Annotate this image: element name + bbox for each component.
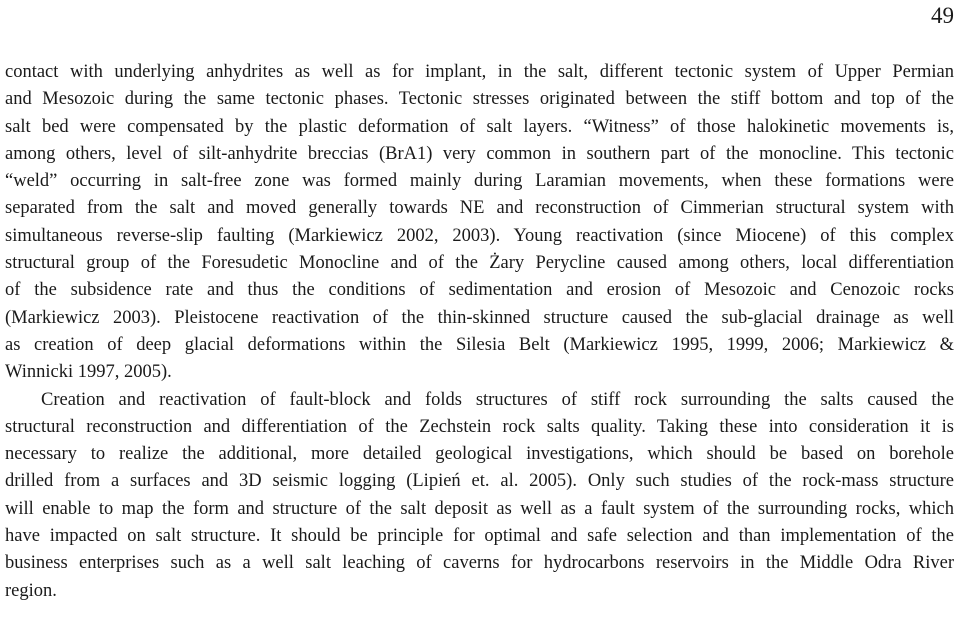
paragraph-1 xyxy=(5,59,954,387)
text-line: business enterprises such as a well salt leaching of caverns for hydrocarbons reservoirs in the Middle Odra River xyxy=(5,553,954,574)
page-number: 49 xyxy=(931,3,954,28)
text-line: simultaneous reverse-slip faulting (Markiewicz 2002, 2003). Young reactivation (since Miocene) of this complex xyxy=(5,225,954,246)
text-line: among others, level of silt-anhydrite breccias (BrA1) very common in southern part of the monocline. This tectonic xyxy=(5,143,954,164)
text-line: structural reconstruction and differentiation of the Zechstein rock salts quality. Taking these into consideration it is xyxy=(5,416,954,437)
text-line: drilled from a surfaces and 3D seismic logging (Lipień et. al. 2005). Only such studies of the rock-mass structure xyxy=(5,471,954,492)
text-line: Winnicki 1997, 2005). xyxy=(5,362,172,383)
text-line: necessary to realize the additional, more detailed geological investigations, which should be based on borehole xyxy=(5,444,954,465)
text-line: contact with underlying anhydrites as well as for implant, in the salt, different tectonic system of Upper Permian xyxy=(5,62,954,82)
text-line: (Markiewicz 2003). Pleistocene reactivation of the thin-skinned structure caused the sub-glacial drainage as well xyxy=(5,307,954,328)
paragraph-2 xyxy=(5,387,954,605)
text-line: of the subsidence rate and thus the conditions of sedimentation and erosion of Mesozoic and Cenozoic rocks xyxy=(5,280,954,301)
text-line: salt bed were compensated by the plastic deformation of salt layers. “Witness” of those halokinetic movements is, xyxy=(5,116,954,137)
text-line: separated from the salt and moved generally towards NE and reconstruction of Cimmerian structural system with xyxy=(5,198,954,219)
text-line: and Mesozoic during the same tectonic phases. Tectonic stresses originated between the stiff bottom and top of the xyxy=(5,89,954,110)
text-line: have impacted on salt structure. It should be principle for optimal and safe selection and than implementation of the xyxy=(5,526,954,547)
text-line: structural group of the Foresudetic Monocline and of the Żary Perycline caused among others, local differentiation xyxy=(5,253,954,274)
text-line: Creation and reactivation of fault-block and folds structures of stiff rock surrounding the salts caused the xyxy=(41,389,954,410)
text-line: region. xyxy=(5,580,57,601)
body-text xyxy=(5,59,954,605)
text-line: “weld” occurring in salt-free zone was formed mainly during Laramian movements, when these formations were xyxy=(5,171,954,192)
text-line: as creation of deep glacial deformations within the Silesia Belt (Markiewicz 1995, 1999, 2006; Markiewicz & xyxy=(5,334,954,355)
text-line: will enable to map the form and structure of the salt deposit as well as a fault system of the surrounding rocks, which xyxy=(5,498,954,519)
